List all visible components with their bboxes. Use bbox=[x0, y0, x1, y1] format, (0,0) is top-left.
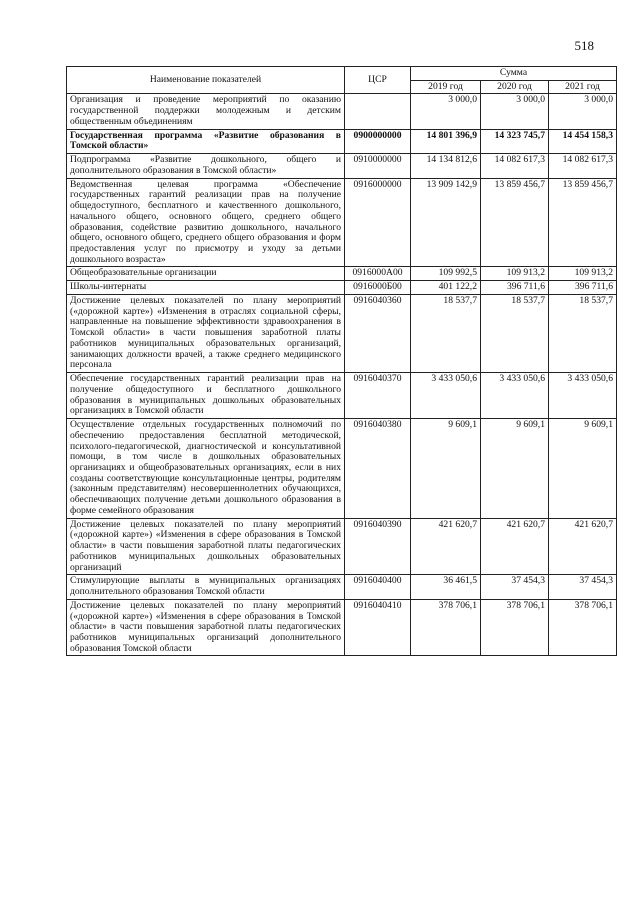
header-year-2020: 2020 год bbox=[481, 80, 549, 94]
table-row bbox=[67, 94, 617, 129]
table-row bbox=[67, 178, 617, 267]
row-name: Школы-интернаты bbox=[67, 281, 345, 295]
row-csr bbox=[345, 94, 411, 129]
row-value-2021: 421 620,7 bbox=[549, 518, 617, 575]
table-row bbox=[67, 294, 617, 372]
row-value-2019: 378 706,1 bbox=[411, 599, 481, 656]
row-name: Достижение целевых показателей по плану мероприятий («дорожной карте») «Изменения в отраслях социальной сферы, направленные на повышение эффективности здравоохранения в Томской области» в части повышения заработной платы работников муниципальных образовательных организаций, занимающих должности врачей, а также среднего медицинского персонала bbox=[67, 294, 345, 372]
row-value-2021: 3 000,0 bbox=[549, 94, 617, 129]
row-value-2020: 378 706,1 bbox=[481, 599, 549, 656]
row-value-2019: 401 122,2 bbox=[411, 281, 481, 295]
row-csr: 0916040390 bbox=[345, 518, 411, 575]
row-csr: 0916000А00 bbox=[345, 267, 411, 281]
row-csr: 0916000Б00 bbox=[345, 281, 411, 295]
row-value-2020: 9 609,1 bbox=[481, 419, 549, 519]
row-value-2019: 36 461,5 bbox=[411, 575, 481, 599]
budget-table bbox=[66, 66, 617, 656]
row-value-2021: 37 454,3 bbox=[549, 575, 617, 599]
header-year-2021: 2021 год bbox=[549, 80, 617, 94]
row-value-2020: 18 537,7 bbox=[481, 294, 549, 372]
row-value-2021: 3 433 050,6 bbox=[549, 373, 617, 419]
row-name: Ведомственная целевая программа «Обеспечение государственных гарантий реализации прав на получение общедоступного, бесплатного и качественного дошкольного, начального общего, основного общего, среднего общего образования, содействие развитию дошкольного, начального общего, основного общего, среднего общего образования и форм предоставления услуг по присмотру и уходу за детьми дошкольного возраста» bbox=[67, 178, 345, 267]
row-value-2021: 13 859 456,7 bbox=[549, 178, 617, 267]
row-value-2021: 14 454 158,3 bbox=[549, 129, 617, 153]
table-row bbox=[67, 518, 617, 575]
table-row bbox=[67, 599, 617, 656]
row-value-2021: 378 706,1 bbox=[549, 599, 617, 656]
page-number: 518 bbox=[574, 38, 594, 53]
row-csr: 0900000000 bbox=[345, 129, 411, 153]
row-value-2019: 18 537,7 bbox=[411, 294, 481, 372]
row-value-2019: 14 801 396,9 bbox=[411, 129, 481, 153]
header-name: Наименование показателей bbox=[67, 67, 345, 94]
row-csr: 0916040380 bbox=[345, 419, 411, 519]
row-value-2019: 109 992,5 bbox=[411, 267, 481, 281]
row-value-2020: 37 454,3 bbox=[481, 575, 549, 599]
row-value-2020: 14 323 745,7 bbox=[481, 129, 549, 153]
row-csr: 0916040360 bbox=[345, 294, 411, 372]
row-name: Осуществление отдельных государственных полномочий по обеспечению предоставления бесплатной методической, психолого-педагогической, диагностической и консультативной помощи, в том числе в дошкольных образовательных организациях и общеобразовательных организациях, если в них созданы соответствующие консультационные центры, родителям (законным представителям) несовершеннолетних обучающихся, обеспечивающих получение детьми дошкольного образования в форме семейного образования bbox=[67, 419, 345, 519]
row-csr: 0916040370 bbox=[345, 373, 411, 419]
row-name: Организация и проведение мероприятий по оказанию государственной поддержки молодежным и детским общественным объединениям bbox=[67, 94, 345, 129]
header-csr: ЦСР bbox=[345, 67, 411, 94]
row-value-2021: 18 537,7 bbox=[549, 294, 617, 372]
table-row bbox=[67, 129, 617, 153]
row-value-2021: 14 082 617,3 bbox=[549, 154, 617, 178]
table-row bbox=[67, 281, 617, 295]
row-value-2019: 14 134 812,6 bbox=[411, 154, 481, 178]
row-value-2020: 3 000,0 bbox=[481, 94, 549, 129]
row-name: Достижение целевых показателей по плану мероприятий («дорожной карте») «Изменения в сфере образования в Томской области» в части повышения заработной платы педагогических работников муниципальных дошкольных образовательных организаций bbox=[67, 518, 345, 575]
row-value-2019: 9 609,1 bbox=[411, 419, 481, 519]
row-value-2021: 396 711,6 bbox=[549, 281, 617, 295]
row-value-2020: 109 913,2 bbox=[481, 267, 549, 281]
row-name: Достижение целевых показателей по плану мероприятий («дорожной карте») «Изменения в сфере образования в Томской области» в части повышения заработной платы педагогических работников муниципальных организаций дополнительного образования Томской области bbox=[67, 599, 345, 656]
table-row bbox=[67, 373, 617, 419]
header-sum: Сумма bbox=[411, 67, 617, 81]
row-value-2019: 3 000,0 bbox=[411, 94, 481, 129]
row-csr: 0910000000 bbox=[345, 154, 411, 178]
row-value-2019: 421 620,7 bbox=[411, 518, 481, 575]
row-value-2020: 3 433 050,6 bbox=[481, 373, 549, 419]
row-name: Государственная программа «Развитие образования в Томской области» bbox=[67, 129, 345, 153]
header-year-2019: 2019 год bbox=[411, 80, 481, 94]
table-row bbox=[67, 575, 617, 599]
row-csr: 0916040400 bbox=[345, 575, 411, 599]
row-csr: 0916040410 bbox=[345, 599, 411, 656]
row-csr: 0916000000 bbox=[345, 178, 411, 267]
row-name: Обеспечение государственных гарантий реализации прав на получение общедоступного и бесплатного дошкольного образования в муниципальных дошкольных образовательных организациях в Томской области bbox=[67, 373, 345, 419]
table-row bbox=[67, 419, 617, 519]
row-value-2020: 421 620,7 bbox=[481, 518, 549, 575]
row-value-2019: 3 433 050,6 bbox=[411, 373, 481, 419]
row-value-2021: 9 609,1 bbox=[549, 419, 617, 519]
row-value-2020: 396 711,6 bbox=[481, 281, 549, 295]
row-name: Общеобразовательные организации bbox=[67, 267, 345, 281]
row-name: Подпрограмма «Развитие дошкольного, общего и дополнительного образования в Томской области» bbox=[67, 154, 345, 178]
row-value-2020: 13 859 456,7 bbox=[481, 178, 549, 267]
row-value-2020: 14 082 617,3 bbox=[481, 154, 549, 178]
row-name: Стимулирующие выплаты в муниципальных организациях дополнительного образования Томской области bbox=[67, 575, 345, 599]
row-value-2019: 13 909 142,9 bbox=[411, 178, 481, 267]
table-row bbox=[67, 154, 617, 178]
table-row bbox=[67, 267, 617, 281]
table-body bbox=[67, 94, 617, 656]
row-value-2021: 109 913,2 bbox=[549, 267, 617, 281]
